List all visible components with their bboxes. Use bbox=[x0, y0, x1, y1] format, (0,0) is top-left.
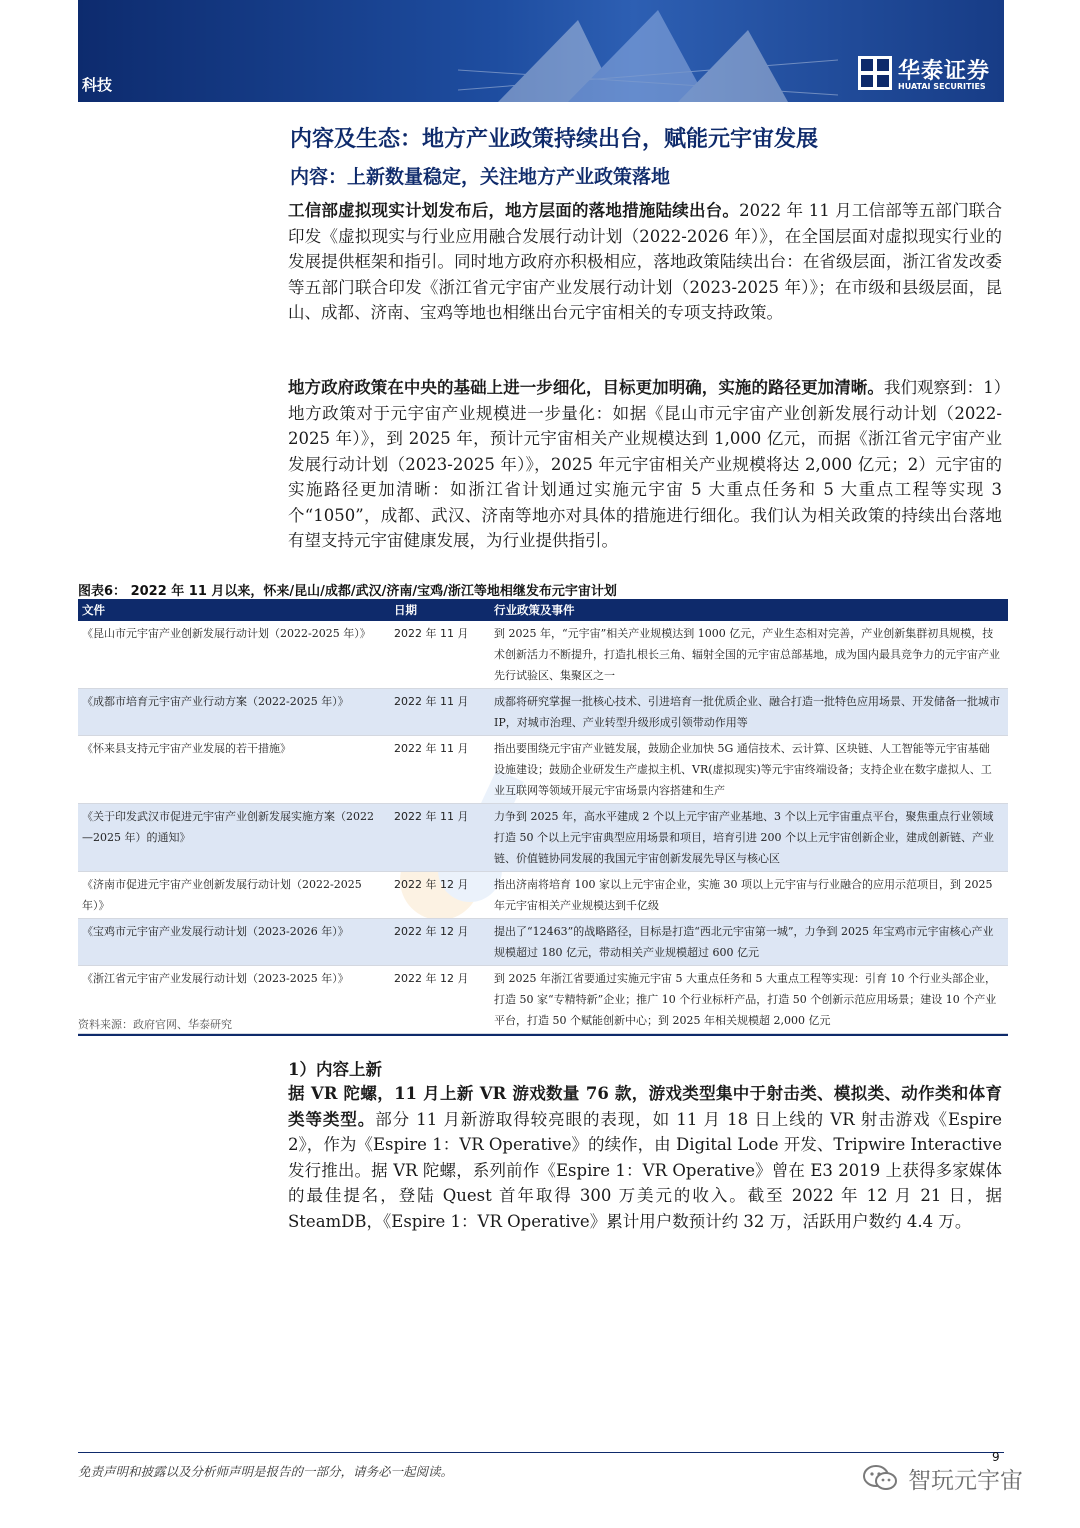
table-row bbox=[78, 621, 1008, 689]
cell-doc: 《昆山市元宇宙产业创新发展行动计划（2022-2025 年）》 bbox=[82, 627, 371, 640]
wechat-icon bbox=[862, 1464, 898, 1492]
footer-divider bbox=[78, 1452, 1004, 1453]
paragraph-3 bbox=[288, 1081, 1002, 1234]
subsection-heading: 内容：上新数量稳定，关注地方产业政策落地 bbox=[290, 166, 671, 188]
cell-date: 2022 年 11 月 bbox=[394, 627, 469, 640]
logo-english-name: HUATAI SECURITIES bbox=[898, 82, 986, 91]
cell-doc: 《成都市培育元宇宙产业行动方案（2022-2025 年）》 bbox=[82, 695, 349, 708]
cell-event: 成都将研究掌握一批核心技术、引进培育一批优质企业、融合打造一批特色应用场景、开发储备一批城市 IP，对城市治理、产业转型升级形成引领带动作用等 bbox=[494, 695, 1000, 729]
cell-event: 指出济南将培育 100 家以上元宇宙企业，实施 30 项以上元宇宙与行业融合的应用示范项目，到 2025 年元宇宙相关产业规模达到千亿级 bbox=[494, 878, 993, 912]
cell-doc: 《宝鸡市元宇宙产业发展行动计划（2023-2026 年）》 bbox=[82, 925, 349, 938]
paragraph-1 bbox=[288, 198, 1002, 326]
paragraph-3-body: 部分 11 月新游取得较亮眼的表现，如 11 月 18 日上线的 VR 射击游戏《Espire 2》，作为《Espire 1：VR Operative》的续作，由 Digital Lode 开发、Tripwire Interactive 发行推出。据 VR 陀螺，系列前作《Espire 1：VR Operative》曾在 E3 2019 上获得多家媒体的最佳提名，登陆 Quest 首年取得 300 万美元的收入。截至 2022 年 12 月 21 日，据 SteamDB，《Espire 1：VR Operative》累计用户数预计约 32 万，活跃用户数约 4.4 万。 bbox=[288, 1109, 1002, 1231]
cell-date: 2022 年 12 月 bbox=[394, 925, 469, 938]
table-header bbox=[78, 599, 1008, 621]
paragraph-3-lead: 据 VR 陀螺，11 月上新 VR 游戏数量 76 款，游戏类型集中于射击类、模拟类、动作类和体育类等类型。 bbox=[288, 1084, 1002, 1129]
table-row bbox=[78, 919, 1008, 966]
policy-table bbox=[78, 599, 1008, 1036]
cell-event: 到 2025 年浙江省要通过实施元宇宙 5 大重点任务和 5 大重点工程等实现：引育 10 个行业头部企业，打造 50 家“专精特新”企业；推广 10 个行业标杆产品，打造 50 个创新示范应用场景；建设 10 个产业平台，打造 50 个赋能创新中心；到 2025 年相关规模超 2,000 亿元 bbox=[494, 972, 997, 1027]
section-heading: 内容及生态：地方产业政策持续出台，赋能元宇宙发展 bbox=[290, 126, 819, 152]
column-header-date: 日期 bbox=[394, 603, 417, 617]
paragraph-2-body: 我们观察到：1）地方政策对于元宇宙产业规模进一步量化：如据《昆山市元宇宙产业创新发展行动计划（2022-2025 年）》，到 2025 年，预计元宇宙相关产业规模达到 1,000 亿元，而据《浙江省元宇宙产业发展行动计划（2023-2025 年）》，2025 年元宇宙相关产业规模将达 2,000 亿元；2）元宇宙的实施路径更加清晰：如浙江省计划通过实施元宇宙 5 大重点任务和 5 大重点工程等实现 3 个“1050”，成都、武汉、济南等地亦对具体的措施进行细化。我们认为相关政策的持续出台落地有望支持元宇宙健康发展，为行业提供指引。 bbox=[288, 378, 1003, 550]
paragraph-2 bbox=[288, 375, 1002, 554]
section-tag: 科技 bbox=[82, 76, 113, 94]
content-heading: 1）内容上新 bbox=[288, 1060, 382, 1079]
cell-event: 力争到 2025 年，高水平建成 2 个以上元宇宙产业基地、3 个以上元宇宙重点平台，聚焦重点行业领域打造 50 个以上元宇宙典型应用场景和项目，培育引进 200 个以上元宇宙创新企业，建成创新链、产业链、价值链协同发展的我国元宇宙创新发展先导区与核心区 bbox=[494, 810, 994, 865]
huatai-logo-icon bbox=[858, 56, 892, 90]
table-bottom-rule bbox=[78, 1034, 1008, 1036]
figure-source: 资料来源：政府官网、华泰研究 bbox=[78, 1018, 232, 1031]
cell-event: 到 2025 年，“元宇宙”相关产业规模达到 1000 亿元，产业生态相对完善，产业创新集群初具规模，技术创新活力不断提升，打造扎根长三角、辐射全国的元宇宙总部基地，成为国内最具竞争力的元宇宙产业先行试验区、集聚区之一 bbox=[494, 627, 1000, 682]
cell-date: 2022 年 11 月 bbox=[394, 695, 469, 708]
table-row bbox=[78, 736, 1008, 804]
cell-doc: 《济南市促进元宇宙产业创新发展行动计划（2022-2025 年）》 bbox=[82, 878, 362, 912]
watermark-text: 智玩元宇宙 bbox=[908, 1468, 1023, 1494]
figure-title: 图表6： 2022 年 11 月以来，怀来/昆山/成都/武汉/济南/宝鸡/浙江等地相继发布元宇宙计划 bbox=[78, 584, 617, 599]
cell-doc: 《浙江省元宇宙产业发展行动计划（2023-2025 年）》 bbox=[82, 972, 349, 985]
table-row bbox=[78, 872, 1008, 919]
footer-disclaimer: 免责声明和披露以及分析师声明是报告的一部分，请务必一起阅读。 bbox=[78, 1464, 454, 1479]
cell-event: 指出要围绕元宇宙产业链发展，鼓励企业加快 5G 通信技术、云计算、区块链、人工智能等元宇宙基础设施建设；鼓励企业研发生产虚拟主机、VR(虚拟现实)等元宇宙终端设备；支持企业在数字虚拟人、工业互联网等领域开展元宇宙场景内容搭建和生产 bbox=[494, 742, 992, 797]
cell-date: 2022 年 12 月 bbox=[394, 878, 469, 891]
page-number: 9 bbox=[992, 1450, 1000, 1464]
company-logo bbox=[858, 54, 1002, 94]
column-header-event: 行业政策及事件 bbox=[494, 603, 575, 617]
wechat-watermark bbox=[862, 1462, 1042, 1496]
cell-date: 2022 年 11 月 bbox=[394, 742, 469, 755]
paragraph-1-body: 2022 年 11 月工信部等五部门联合印发《虚拟现实与行业应用融合发展行动计划（2022-2026 年）》，在全国层面对虚拟现实行业的发展提供框架和指引。同时地方政府亦积极相应，落地政策陆续出台：在省级层面，浙江省发改委等五部门联合印发《浙江省元宇宙产业发展行动计划（2023-2025 年）》；在市级和县级层面，昆山、成都、济南、宝鸡等地也相继出台元宇宙相关的专项支持政策。 bbox=[288, 201, 1003, 322]
cell-date: 2022 年 12 月 bbox=[394, 972, 469, 985]
header-decoration-graphic bbox=[458, 0, 838, 102]
table-row bbox=[78, 804, 1008, 872]
cell-doc: 《关于印发武汉市促进元宇宙产业创新发展实施方案（2022—2025 年）的通知》 bbox=[82, 810, 374, 844]
paragraph-1-lead: 工信部虚拟现实计划发布后，地方层面的落地措施陆续出台。 bbox=[288, 201, 740, 220]
table-row bbox=[78, 689, 1008, 736]
cell-event: 提出了“12463”的战略路径，目标是打造“西北元宇宙第一城”，力争到 2025 年宝鸡市元宇宙核心产业规模超过 180 亿元，带动相关产业规模超过 600 亿元 bbox=[494, 925, 994, 959]
column-header-doc: 文件 bbox=[82, 603, 105, 617]
paragraph-2-lead: 地方政府政策在中央的基础上进一步细化，目标更加明确，实施的路径更加清晰。 bbox=[288, 378, 884, 397]
cell-date: 2022 年 11 月 bbox=[394, 810, 469, 823]
logo-chinese-name: 华泰证券 bbox=[898, 59, 991, 84]
cell-doc: 《怀来县支持元宇宙产业发展的若干措施》 bbox=[82, 742, 291, 755]
